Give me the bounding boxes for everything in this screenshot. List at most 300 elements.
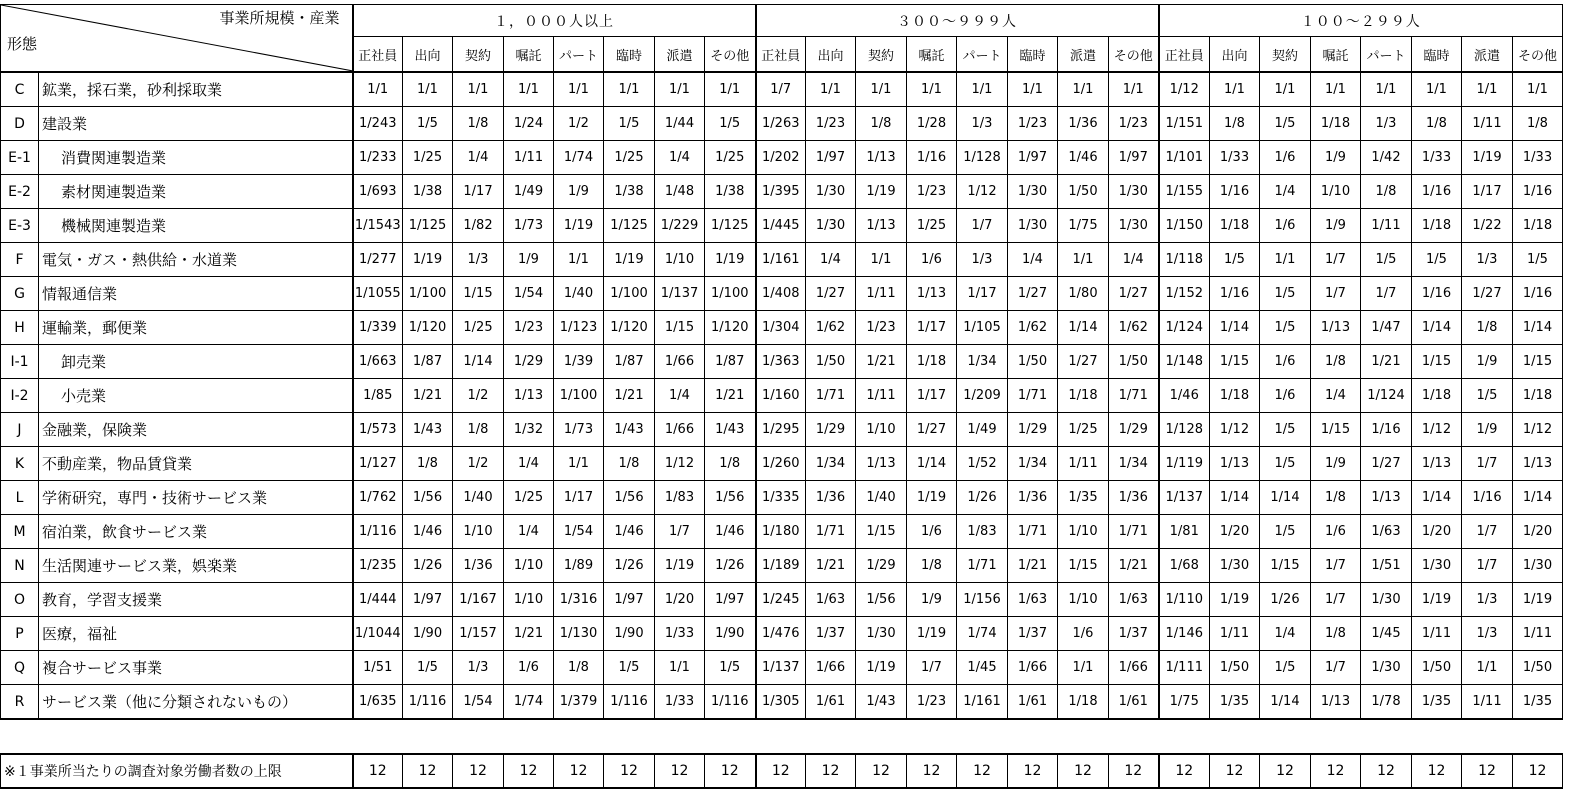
industry-code: I-1 bbox=[1, 345, 39, 379]
rate-cell: 1/7 bbox=[756, 72, 806, 107]
group-header-300-999: ３００～９９９人 bbox=[756, 5, 1159, 37]
rate-cell: 1/30 bbox=[1361, 651, 1412, 685]
rate-cell: 1/125 bbox=[705, 209, 756, 243]
rate-cell: 1/17 bbox=[1462, 175, 1513, 209]
rate-cell: 1/260 bbox=[756, 447, 806, 481]
rate-cell: 1/19 bbox=[856, 175, 907, 209]
rate-cell: 1/56 bbox=[856, 583, 907, 617]
rate-cell: 1/15 bbox=[453, 277, 504, 311]
subcolumn-header: 臨時 bbox=[1008, 37, 1058, 73]
rate-cell: 1/66 bbox=[1008, 651, 1058, 685]
rate-cell: 1/4 bbox=[453, 141, 504, 175]
rate-cell: 1/137 bbox=[655, 277, 705, 311]
rate-cell: 1/6 bbox=[1260, 379, 1311, 413]
table-row bbox=[1, 413, 1563, 447]
rate-cell: 1/30 bbox=[1109, 209, 1159, 243]
rate-cell: 1/87 bbox=[403, 345, 453, 379]
rate-cell: 1/8 bbox=[1361, 175, 1412, 209]
rate-cell: 1/7 bbox=[957, 209, 1008, 243]
subcolumn-header: 嘱託 bbox=[907, 37, 957, 73]
rate-cell: 1/12 bbox=[655, 447, 705, 481]
rate-cell: 1/152 bbox=[1159, 277, 1210, 311]
rate-cell: 1/6 bbox=[1260, 345, 1311, 379]
industry-code: Q bbox=[1, 651, 39, 685]
rate-cell: 1/124 bbox=[1361, 379, 1412, 413]
rate-cell: 1/33 bbox=[1513, 141, 1563, 175]
rate-cell: 1/18 bbox=[1058, 379, 1109, 413]
rate-cell: 1/28 bbox=[907, 107, 957, 141]
rate-cell: 1/1 bbox=[806, 72, 856, 107]
subcolumn-header: 正社員 bbox=[353, 37, 403, 73]
rate-cell: 1/157 bbox=[453, 617, 504, 651]
industry-name: 機械関連製造業 bbox=[39, 209, 353, 243]
rate-cell: 1/37 bbox=[1109, 617, 1159, 651]
rate-cell: 1/35 bbox=[1058, 481, 1109, 515]
rate-cell: 1/7 bbox=[1462, 515, 1513, 549]
rate-cell: 1/24 bbox=[504, 107, 554, 141]
rate-cell: 1/82 bbox=[453, 209, 504, 243]
rate-cell: 1/6 bbox=[907, 515, 957, 549]
rate-cell: 1/61 bbox=[806, 685, 856, 720]
rate-cell: 1/43 bbox=[403, 413, 453, 447]
rate-cell: 1/12 bbox=[1412, 413, 1462, 447]
rate-cell: 1/7 bbox=[1311, 243, 1361, 277]
rate-cell: 1/11 bbox=[856, 277, 907, 311]
table-row bbox=[1, 345, 1563, 379]
rate-cell: 1/17 bbox=[907, 311, 957, 345]
rate-cell: 1/17 bbox=[907, 379, 957, 413]
rate-cell: 1/13 bbox=[856, 209, 907, 243]
rate-cell: 1/33 bbox=[655, 685, 705, 720]
industry-name: 不動産業，物品賃貸業 bbox=[39, 447, 353, 481]
rate-cell: 1/4 bbox=[504, 447, 554, 481]
rate-cell: 1/25 bbox=[453, 311, 504, 345]
rate-cell: 1/11 bbox=[1513, 617, 1563, 651]
rate-cell: 1/233 bbox=[353, 141, 403, 175]
industry-name: 卸売業 bbox=[39, 345, 353, 379]
rate-cell: 1/17 bbox=[554, 481, 604, 515]
rate-cell: 1/90 bbox=[705, 617, 756, 651]
rate-cell: 1/29 bbox=[1008, 413, 1058, 447]
table-row bbox=[1, 685, 1563, 720]
rate-cell: 1/445 bbox=[756, 209, 806, 243]
rate-cell: 1/89 bbox=[554, 549, 604, 583]
rate-cell: 1/23 bbox=[1008, 107, 1058, 141]
subcolumn-header: 臨時 bbox=[604, 37, 655, 73]
rate-cell: 1/97 bbox=[1008, 141, 1058, 175]
rate-cell: 1/71 bbox=[806, 515, 856, 549]
rate-cell: 1/74 bbox=[957, 617, 1008, 651]
rate-cell: 1/116 bbox=[604, 685, 655, 720]
table-row bbox=[1, 515, 1563, 549]
rate-cell: 1/130 bbox=[554, 617, 604, 651]
rate-cell: 1/75 bbox=[1058, 209, 1109, 243]
rate-cell: 1/7 bbox=[1462, 549, 1513, 583]
rate-cell: 1/27 bbox=[1462, 277, 1513, 311]
rate-cell: 1/180 bbox=[756, 515, 806, 549]
table-row bbox=[1, 651, 1563, 685]
rate-cell: 1/25 bbox=[604, 141, 655, 175]
industry-code: E-3 bbox=[1, 209, 39, 243]
rate-cell: 1/22 bbox=[1462, 209, 1513, 243]
rate-cell: 1/4 bbox=[1109, 243, 1159, 277]
rate-cell: 1/2 bbox=[554, 107, 604, 141]
rate-cell: 1/4 bbox=[1260, 617, 1311, 651]
rate-cell: 1/14 bbox=[1260, 685, 1311, 720]
industry-name: 素材関連製造業 bbox=[39, 175, 353, 209]
rate-cell: 1/10 bbox=[1058, 515, 1109, 549]
rate-cell: 1/61 bbox=[1008, 685, 1058, 720]
rate-cell: 1/35 bbox=[1513, 685, 1563, 720]
rate-cell: 1/21 bbox=[1109, 549, 1159, 583]
rate-cell: 1/14 bbox=[1412, 481, 1462, 515]
rate-cell: 1/4 bbox=[1008, 243, 1058, 277]
rate-cell: 1/16 bbox=[1412, 175, 1462, 209]
rate-cell: 1/25 bbox=[907, 209, 957, 243]
rate-cell: 1/5 bbox=[705, 651, 756, 685]
rate-cell: 1/663 bbox=[353, 345, 403, 379]
upper-limit-row bbox=[1, 754, 1563, 788]
rate-cell: 1/36 bbox=[806, 481, 856, 515]
rate-cell: 1/5 bbox=[1412, 243, 1462, 277]
rate-cell: 1/50 bbox=[1109, 345, 1159, 379]
rate-cell: 1/25 bbox=[705, 141, 756, 175]
rate-cell: 1/12 bbox=[1513, 413, 1563, 447]
rate-cell: 1/110 bbox=[1159, 583, 1210, 617]
rate-cell: 1/116 bbox=[705, 685, 756, 720]
table-body bbox=[1, 72, 1563, 719]
rate-cell: 1/43 bbox=[604, 413, 655, 447]
upper-limit-cell: 12 bbox=[756, 754, 806, 788]
rate-cell: 1/26 bbox=[1260, 583, 1311, 617]
rate-cell: 1/635 bbox=[353, 685, 403, 720]
rate-cell: 1/476 bbox=[756, 617, 806, 651]
rate-cell: 1/21 bbox=[604, 379, 655, 413]
rate-cell: 1/167 bbox=[453, 583, 504, 617]
rate-cell: 1/14 bbox=[1412, 311, 1462, 345]
rate-cell: 1/30 bbox=[1109, 175, 1159, 209]
industry-name: 鉱業，採石業，砂利採取業 bbox=[39, 72, 353, 107]
rate-cell: 1/1 bbox=[907, 72, 957, 107]
rate-cell: 1/305 bbox=[756, 685, 806, 720]
rate-cell: 1/4 bbox=[655, 141, 705, 175]
industry-name: 複合サービス事業 bbox=[39, 651, 353, 685]
rate-cell: 1/5 bbox=[403, 107, 453, 141]
upper-limit-cell: 12 bbox=[907, 754, 957, 788]
rate-cell: 1/32 bbox=[504, 413, 554, 447]
rate-cell: 1/73 bbox=[554, 413, 604, 447]
rate-cell: 1/5 bbox=[403, 651, 453, 685]
rate-cell: 1/12 bbox=[1159, 72, 1210, 107]
rate-cell: 1/23 bbox=[1109, 107, 1159, 141]
industry-name: 生活関連サービス業，娯楽業 bbox=[39, 549, 353, 583]
rate-cell: 1/1044 bbox=[353, 617, 403, 651]
rate-cell: 1/19 bbox=[554, 209, 604, 243]
rate-cell: 1/47 bbox=[1361, 311, 1412, 345]
rate-cell: 1/21 bbox=[705, 379, 756, 413]
rate-cell: 1/9 bbox=[504, 243, 554, 277]
rate-cell: 1/14 bbox=[1210, 481, 1260, 515]
rate-cell: 1/63 bbox=[806, 583, 856, 617]
rate-cell: 1/20 bbox=[1513, 515, 1563, 549]
rate-cell: 1/100 bbox=[403, 277, 453, 311]
rate-cell: 1/34 bbox=[957, 345, 1008, 379]
rate-cell: 1/6 bbox=[1260, 209, 1311, 243]
upper-limit-cell: 12 bbox=[604, 754, 655, 788]
rate-cell: 1/444 bbox=[353, 583, 403, 617]
rate-cell: 1/1 bbox=[1260, 72, 1311, 107]
rate-cell: 1/13 bbox=[1311, 311, 1361, 345]
rate-cell: 1/90 bbox=[604, 617, 655, 651]
rate-cell: 1/151 bbox=[1159, 107, 1210, 141]
rate-cell: 1/11 bbox=[1462, 107, 1513, 141]
rate-cell: 1/6 bbox=[907, 243, 957, 277]
rate-cell: 1/18 bbox=[1513, 209, 1563, 243]
upper-limit-cell: 12 bbox=[1159, 754, 1210, 788]
rate-cell: 1/27 bbox=[806, 277, 856, 311]
table-row bbox=[1, 447, 1563, 481]
subcolumn-header: 契約 bbox=[856, 37, 907, 73]
rate-cell: 1/3 bbox=[1361, 107, 1412, 141]
upper-limit-cell: 12 bbox=[1311, 754, 1361, 788]
industry-code: H bbox=[1, 311, 39, 345]
rate-cell: 1/137 bbox=[1159, 481, 1210, 515]
rate-cell: 1/71 bbox=[1109, 379, 1159, 413]
rate-cell: 1/46 bbox=[1058, 141, 1109, 175]
rate-cell: 1/3 bbox=[957, 107, 1008, 141]
rate-cell: 1/1 bbox=[554, 243, 604, 277]
rate-cell: 1/1 bbox=[856, 243, 907, 277]
rate-cell: 1/150 bbox=[1159, 209, 1210, 243]
rate-cell: 1/120 bbox=[705, 311, 756, 345]
industry-name: 学術研究，専門・技術サービス業 bbox=[39, 481, 353, 515]
rate-cell: 1/33 bbox=[1210, 141, 1260, 175]
rate-cell: 1/78 bbox=[1361, 685, 1412, 720]
rate-cell: 1/146 bbox=[1159, 617, 1210, 651]
rate-cell: 1/8 bbox=[907, 549, 957, 583]
rate-cell: 1/16 bbox=[1412, 277, 1462, 311]
group-header-1000-plus: １，０００人以上 bbox=[353, 5, 756, 37]
rate-cell: 1/23 bbox=[806, 107, 856, 141]
upper-limit-table bbox=[0, 753, 1563, 789]
rate-cell: 1/27 bbox=[907, 413, 957, 447]
upper-limit-cell: 12 bbox=[504, 754, 554, 788]
rate-cell: 1/19 bbox=[655, 549, 705, 583]
subcolumn-header: パート bbox=[1361, 37, 1412, 73]
industry-name: 建設業 bbox=[39, 107, 353, 141]
rate-cell: 1/25 bbox=[504, 481, 554, 515]
subcolumn-header: 正社員 bbox=[756, 37, 806, 73]
rate-cell: 1/13 bbox=[907, 277, 957, 311]
rate-cell: 1/34 bbox=[1008, 447, 1058, 481]
rate-cell: 1/35 bbox=[1210, 685, 1260, 720]
rate-cell: 1/9 bbox=[1311, 209, 1361, 243]
rate-cell: 1/1 bbox=[1109, 72, 1159, 107]
rate-cell: 1/13 bbox=[856, 141, 907, 175]
rate-cell: 1/202 bbox=[756, 141, 806, 175]
table-row bbox=[1, 549, 1563, 583]
rate-cell: 1/19 bbox=[1210, 583, 1260, 617]
rate-cell: 1/16 bbox=[1513, 175, 1563, 209]
rate-cell: 1/66 bbox=[806, 651, 856, 685]
rate-cell: 1/21 bbox=[856, 345, 907, 379]
rate-cell: 1/124 bbox=[1159, 311, 1210, 345]
rate-cell: 1/35 bbox=[1412, 685, 1462, 720]
table-row bbox=[1, 72, 1563, 107]
rate-cell: 1/5 bbox=[1260, 447, 1311, 481]
rate-cell: 1/9 bbox=[554, 175, 604, 209]
rate-cell: 1/14 bbox=[907, 447, 957, 481]
rate-cell: 1/23 bbox=[907, 175, 957, 209]
rate-cell: 1/11 bbox=[856, 379, 907, 413]
rate-cell: 1/1 bbox=[1412, 72, 1462, 107]
rate-cell: 1/14 bbox=[1260, 481, 1311, 515]
rate-cell: 1/8 bbox=[1210, 107, 1260, 141]
rate-cell: 1/34 bbox=[1109, 447, 1159, 481]
industry-code: D bbox=[1, 107, 39, 141]
subcolumn-header: 派遣 bbox=[655, 37, 705, 73]
rate-cell: 1/1 bbox=[1210, 72, 1260, 107]
industry-code: J bbox=[1, 413, 39, 447]
table-row bbox=[1, 107, 1563, 141]
rate-cell: 1/10 bbox=[1058, 583, 1109, 617]
rate-cell: 1/4 bbox=[806, 243, 856, 277]
rate-cell: 1/83 bbox=[655, 481, 705, 515]
rate-cell: 1/71 bbox=[1008, 515, 1058, 549]
rate-cell: 1/37 bbox=[1008, 617, 1058, 651]
rate-cell: 1/30 bbox=[1210, 549, 1260, 583]
rate-cell: 1/263 bbox=[756, 107, 806, 141]
rate-cell: 1/339 bbox=[353, 311, 403, 345]
table-row bbox=[1, 243, 1563, 277]
rate-cell: 1/13 bbox=[1513, 447, 1563, 481]
rate-cell: 1/30 bbox=[1008, 209, 1058, 243]
corner-bottom-label: 形態 bbox=[7, 35, 38, 53]
upper-limit-cell: 12 bbox=[453, 754, 504, 788]
rate-cell: 1/1 bbox=[554, 447, 604, 481]
rate-cell: 1/395 bbox=[756, 175, 806, 209]
rate-cell: 1/2 bbox=[453, 379, 504, 413]
rate-cell: 1/1 bbox=[1361, 72, 1412, 107]
rate-cell: 1/38 bbox=[604, 175, 655, 209]
rate-cell: 1/116 bbox=[403, 685, 453, 720]
rate-cell: 1/62 bbox=[806, 311, 856, 345]
upper-limit-cell: 12 bbox=[1361, 754, 1412, 788]
rate-cell: 1/81 bbox=[1159, 515, 1210, 549]
industry-code: O bbox=[1, 583, 39, 617]
industry-code: F bbox=[1, 243, 39, 277]
rate-cell: 1/9 bbox=[1311, 141, 1361, 175]
subcolumn-header: 出向 bbox=[1210, 37, 1260, 73]
rate-cell: 1/100 bbox=[705, 277, 756, 311]
rate-cell: 1/11 bbox=[1361, 209, 1412, 243]
rate-cell: 1/11 bbox=[1412, 617, 1462, 651]
rate-cell: 1/15 bbox=[655, 311, 705, 345]
upper-limit-cell: 12 bbox=[1058, 754, 1109, 788]
rate-cell: 1/68 bbox=[1159, 549, 1210, 583]
rate-cell: 1/37 bbox=[806, 617, 856, 651]
rate-cell: 1/100 bbox=[554, 379, 604, 413]
rate-cell: 1/10 bbox=[504, 549, 554, 583]
rate-cell: 1/128 bbox=[1159, 413, 1210, 447]
rate-cell: 1/762 bbox=[353, 481, 403, 515]
rate-cell: 1/229 bbox=[655, 209, 705, 243]
rate-cell: 1/50 bbox=[1008, 345, 1058, 379]
subcolumn-header: 嘱託 bbox=[504, 37, 554, 73]
upper-limit-cell: 12 bbox=[1260, 754, 1311, 788]
rate-cell: 1/87 bbox=[705, 345, 756, 379]
subcolumn-header: 派遣 bbox=[1462, 37, 1513, 73]
rate-cell: 1/13 bbox=[1210, 447, 1260, 481]
industry-name: 運輸業，郵便業 bbox=[39, 311, 353, 345]
rate-cell: 1/21 bbox=[504, 617, 554, 651]
rate-cell: 1/21 bbox=[806, 549, 856, 583]
rate-cell: 1/4 bbox=[1311, 379, 1361, 413]
rate-cell: 1/125 bbox=[604, 209, 655, 243]
rate-cell: 1/30 bbox=[806, 209, 856, 243]
rate-cell: 1/18 bbox=[1058, 685, 1109, 720]
rate-cell: 1/235 bbox=[353, 549, 403, 583]
subcolumn-header: パート bbox=[554, 37, 604, 73]
rate-cell: 1/46 bbox=[403, 515, 453, 549]
rate-cell: 1/316 bbox=[554, 583, 604, 617]
subcolumn-header: 契約 bbox=[453, 37, 504, 73]
rate-cell: 1/71 bbox=[1008, 379, 1058, 413]
rate-cell: 1/19 bbox=[856, 651, 907, 685]
rate-cell: 1/5 bbox=[1361, 243, 1412, 277]
rate-cell: 1/9 bbox=[1462, 345, 1513, 379]
rate-cell: 1/15 bbox=[1311, 413, 1361, 447]
rate-cell: 1/34 bbox=[806, 447, 856, 481]
rate-cell: 1/19 bbox=[907, 481, 957, 515]
rate-cell: 1/116 bbox=[353, 515, 403, 549]
rate-cell: 1/1 bbox=[856, 72, 907, 107]
rate-cell: 1/17 bbox=[453, 175, 504, 209]
rate-cell: 1/3 bbox=[453, 651, 504, 685]
subcolumn-header: 臨時 bbox=[1412, 37, 1462, 73]
rate-cell: 1/8 bbox=[1513, 107, 1563, 141]
rate-cell: 1/5 bbox=[1210, 243, 1260, 277]
subcolumn-header: その他 bbox=[1513, 37, 1563, 73]
rate-cell: 1/8 bbox=[1311, 481, 1361, 515]
rate-cell: 1/1 bbox=[604, 72, 655, 107]
rate-cell: 1/105 bbox=[957, 311, 1008, 345]
rate-cell: 1/5 bbox=[1260, 515, 1311, 549]
rate-cell: 1/8 bbox=[453, 107, 504, 141]
rate-cell: 1/13 bbox=[504, 379, 554, 413]
subcolumn-header: 出向 bbox=[806, 37, 856, 73]
rate-cell: 1/15 bbox=[1210, 345, 1260, 379]
rate-cell: 1/1 bbox=[554, 72, 604, 107]
rate-cell: 1/8 bbox=[604, 447, 655, 481]
rate-cell: 1/693 bbox=[353, 175, 403, 209]
subcolumn-header: その他 bbox=[1109, 37, 1159, 73]
rate-cell: 1/19 bbox=[1513, 583, 1563, 617]
upper-limit-label: ※１事業所当たりの調査対象労働者数の上限 bbox=[1, 754, 353, 788]
rate-cell: 1/12 bbox=[1210, 413, 1260, 447]
rate-cell: 1/26 bbox=[705, 549, 756, 583]
rate-cell: 1/189 bbox=[756, 549, 806, 583]
rate-cell: 1/3 bbox=[453, 243, 504, 277]
rate-cell: 1/45 bbox=[1361, 617, 1412, 651]
rate-cell: 1/14 bbox=[453, 345, 504, 379]
rate-cell: 1/33 bbox=[1412, 141, 1462, 175]
rate-cell: 1/5 bbox=[1260, 277, 1311, 311]
rate-cell: 1/16 bbox=[1361, 413, 1412, 447]
rate-cell: 1/52 bbox=[957, 447, 1008, 481]
rate-cell: 1/5 bbox=[1260, 311, 1311, 345]
rate-cell: 1/5 bbox=[1513, 243, 1563, 277]
